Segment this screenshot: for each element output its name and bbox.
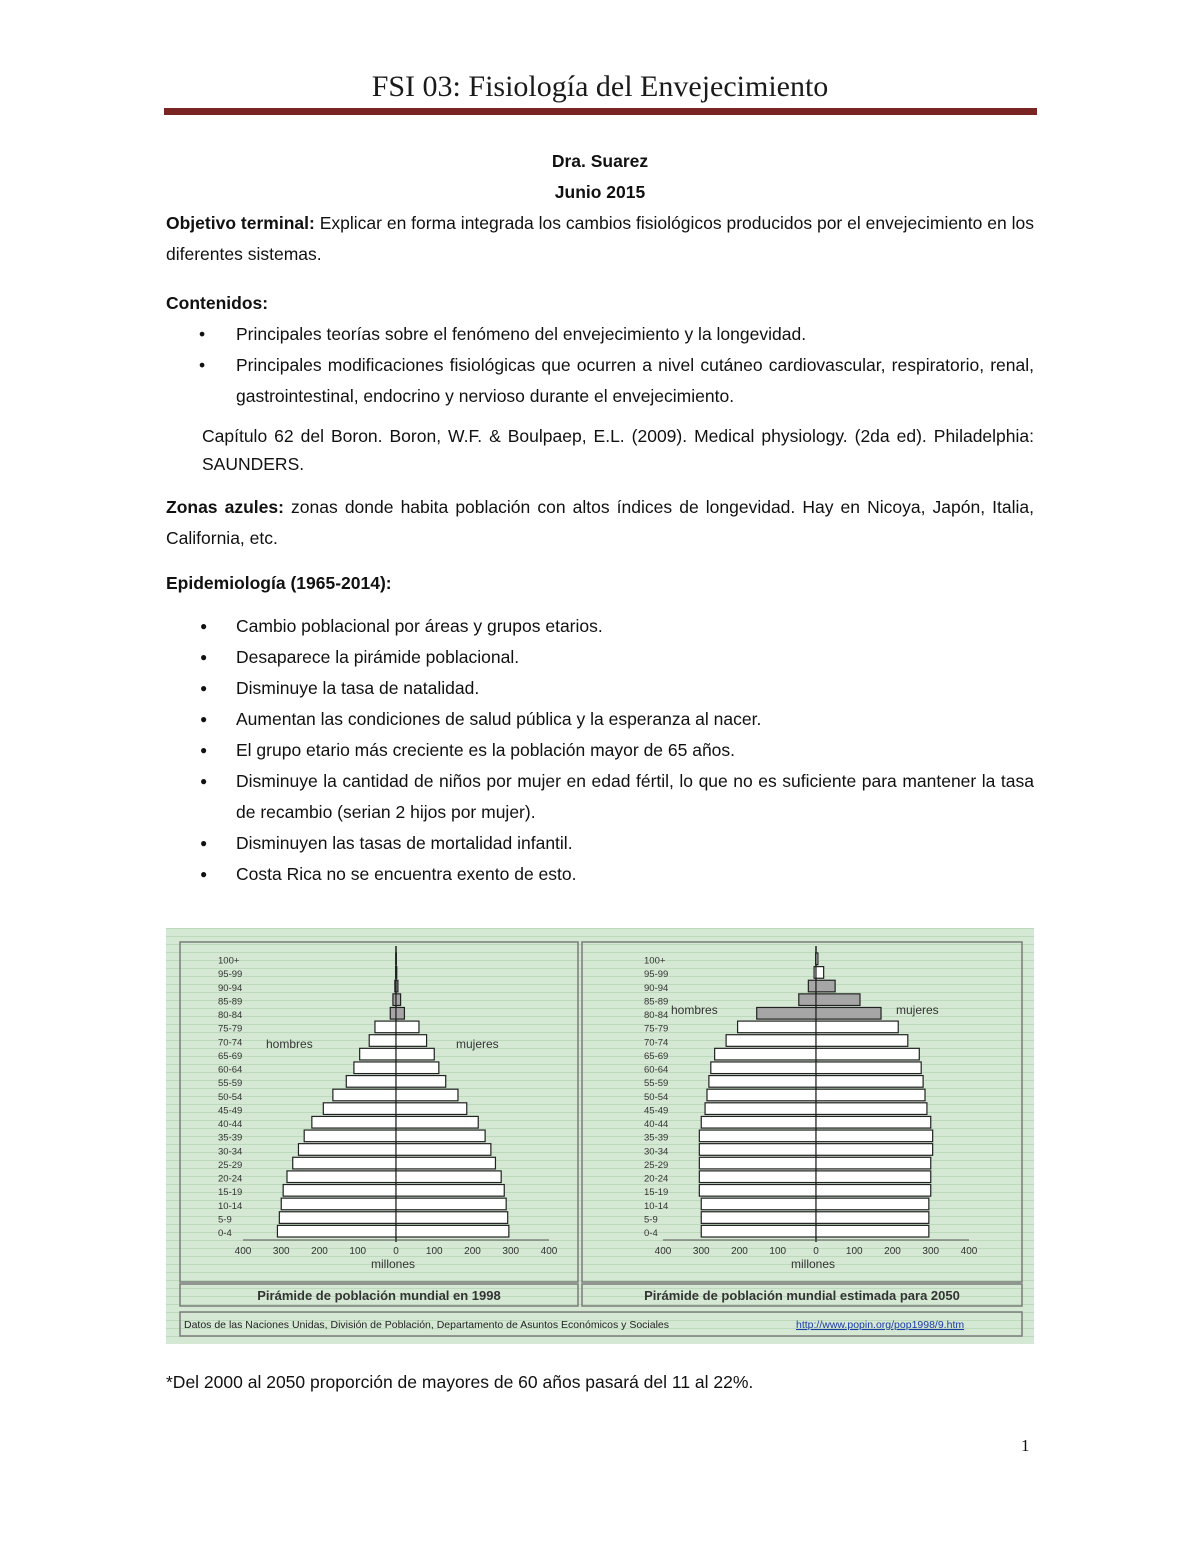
bar-mujeres [396, 967, 397, 979]
x-tick-label: 300 [502, 1246, 520, 1257]
age-tick-label: 90-94 [644, 982, 669, 994]
bar-hombres [726, 1035, 816, 1047]
objective-label: Objetivo terminal: [166, 213, 315, 233]
bar-mujeres [396, 994, 401, 1006]
age-tick-label: 10-14 [218, 1200, 243, 1212]
legend-mujeres: mujeres [456, 1037, 499, 1051]
age-tick-label: 70-74 [218, 1037, 243, 1049]
age-tick-label: 50-54 [644, 1091, 669, 1103]
age-tick-label: 15-19 [644, 1187, 669, 1199]
bar-mujeres [816, 967, 824, 979]
x-tick-label: 400 [960, 1246, 978, 1257]
bar-hombres [699, 1185, 816, 1197]
x-tick-label: 100 [349, 1246, 367, 1257]
x-tick-label: 200 [731, 1246, 748, 1257]
list-item: • Principales modificaciones fisiológicas que ocurren a nivel cutáneo cardiovascular, respiratorio, renal, gastrointestinal, endocrino y nervioso durante el envejecimiento. [166, 350, 1034, 412]
source-link[interactable]: http://www.popin.org/pop1998/9.htm [796, 1319, 965, 1331]
bar-mujeres [396, 1089, 458, 1101]
population-pyramids-svg [166, 928, 1034, 1344]
bar-mujeres [816, 953, 818, 965]
age-tick-label: 80-84 [644, 1010, 669, 1022]
x-tick-label: 400 [540, 1246, 558, 1257]
bar-mujeres [396, 1021, 419, 1033]
bar-hombres [738, 1021, 816, 1033]
x-tick-label: 300 [922, 1246, 940, 1257]
figure-source: Datos de las Naciones Unidas, División de Población, Departamento de Asuntos Económicos y Sociales [184, 1319, 670, 1331]
bar-mujeres [816, 1185, 931, 1197]
x-axis-label: millones [371, 1257, 416, 1271]
bar-mujeres [396, 1076, 446, 1088]
x-tick-label: 200 [884, 1246, 901, 1257]
bar-mujeres [396, 1171, 501, 1183]
x-axis-label: millones [791, 1257, 836, 1271]
x-tick-label: 400 [654, 1246, 672, 1257]
x-tick-label: 300 [272, 1246, 290, 1257]
contents-heading: Contenidos: [166, 293, 269, 313]
age-tick-label: 20-24 [644, 1173, 669, 1185]
x-tick-label: 100 [425, 1246, 443, 1257]
epidemiology-heading: Epidemiología (1965-2014): [166, 573, 392, 593]
age-tick-label: 25-29 [218, 1159, 243, 1171]
bar-hombres [701, 1198, 816, 1210]
bar-mujeres [816, 1116, 931, 1128]
age-tick-label: 65-69 [218, 1050, 243, 1062]
bar-hombres [701, 1116, 816, 1128]
bar-hombres [701, 1212, 816, 1224]
bar-mujeres [396, 1103, 467, 1115]
age-tick-label: 100+ [218, 955, 240, 967]
bar-mujeres [816, 1198, 929, 1210]
header-rule [164, 108, 1037, 115]
objective-paragraph [166, 208, 1034, 270]
legend-hombres: hombres [266, 1037, 313, 1051]
age-tick-label: 60-64 [218, 1064, 243, 1076]
objective-text: Explicar en forma integrada los cambios fisiológicos producidos por el envejecimiento en los diferentes sistemas. [166, 213, 1035, 264]
age-tick-label: 95-99 [644, 969, 669, 981]
age-tick-label: 35-39 [218, 1132, 243, 1144]
x-tick-label: 100 [769, 1246, 787, 1257]
age-tick-label: 65-69 [644, 1050, 669, 1062]
list-item: ● Aumentan las condiciones de salud pública y la esperanza al nacer. [166, 704, 1034, 735]
bar-mujeres [816, 1212, 929, 1224]
document-body [166, 146, 1034, 890]
bar-mujeres [396, 1185, 504, 1197]
age-tick-label: 45-49 [218, 1105, 243, 1117]
bar-mujeres [396, 1007, 404, 1019]
blue-zones-paragraph [166, 492, 1034, 554]
legend-mujeres: mujeres [896, 1003, 939, 1017]
bar-mujeres [816, 1089, 925, 1101]
bar-mujeres [816, 1021, 898, 1033]
age-tick-label: 70-74 [644, 1037, 669, 1049]
bar-hombres [715, 1048, 816, 1060]
bar-mujeres [816, 1048, 919, 1060]
bar-hombres [709, 1076, 816, 1088]
epidemiology-list [166, 611, 1034, 890]
author: Dra. Suarez [551, 151, 649, 171]
age-tick-label: 35-39 [644, 1132, 669, 1144]
bar-mujeres [396, 1212, 508, 1224]
bar-hombres [375, 1021, 396, 1033]
bar-mujeres [816, 1130, 933, 1142]
age-tick-label: 10-14 [644, 1200, 669, 1212]
age-tick-label: 0-4 [644, 1228, 658, 1239]
bar-mujeres [396, 1035, 427, 1047]
bar-hombres [799, 994, 816, 1006]
age-tick-label: 45-49 [644, 1105, 669, 1117]
bar-mujeres [816, 1225, 929, 1237]
age-tick-label: 30-34 [218, 1146, 243, 1158]
blue-zones-text: zonas donde habita población con altos índices de longevidad. Hay en Nicoya, Japón, Italia, California, etc. [166, 497, 1034, 548]
bar-hombres [333, 1089, 396, 1101]
age-tick-label: 55-59 [218, 1078, 243, 1090]
age-tick-label: 40-44 [218, 1119, 243, 1131]
bar-hombres [369, 1035, 396, 1047]
bar-hombres [312, 1116, 396, 1128]
age-tick-label: 100+ [644, 955, 666, 967]
bar-mujeres [816, 1171, 931, 1183]
x-tick-label: 200 [311, 1246, 328, 1257]
footnote: *Del 2000 al 2050 proporción de mayores de 60 años pasará del 11 al 22%. [166, 1372, 754, 1392]
bar-hombres [360, 1048, 396, 1060]
age-tick-label: 60-64 [644, 1064, 669, 1076]
contents-list [166, 319, 1034, 412]
bar-mujeres [396, 1062, 439, 1074]
age-tick-label: 0-4 [218, 1228, 232, 1239]
bar-mujeres [396, 1198, 506, 1210]
bar-hombres [699, 1130, 816, 1142]
bar-hombres [298, 1144, 396, 1156]
bar-hombres [287, 1171, 396, 1183]
x-tick-label: 0 [393, 1246, 399, 1257]
x-tick-label: 300 [692, 1246, 710, 1257]
bar-mujeres [816, 1157, 931, 1169]
age-tick-label: 85-89 [644, 996, 669, 1008]
list-item: ● Cambio poblacional por áreas y grupos etarios. [166, 611, 1034, 642]
bar-mujeres [816, 1035, 908, 1047]
age-tick-label: 25-29 [644, 1159, 669, 1171]
chart-title-1998: Pirámide de población mundial en 1998 [257, 1288, 501, 1303]
age-tick-label: 55-59 [644, 1078, 669, 1090]
x-tick-label: 400 [234, 1246, 252, 1257]
bar-mujeres [816, 1007, 881, 1019]
bar-hombres [699, 1144, 816, 1156]
age-tick-label: 20-24 [218, 1173, 243, 1185]
list-item: ● Disminuyen las tasas de mortalidad infantil. [166, 828, 1034, 859]
bar-mujeres [396, 1225, 509, 1237]
bar-mujeres [396, 1130, 485, 1142]
bar-hombres [277, 1225, 396, 1237]
age-tick-label: 85-89 [218, 996, 243, 1008]
list-item: ● El grupo etario más creciente es la población mayor de 65 años. [166, 735, 1034, 766]
bar-mujeres [816, 1103, 927, 1115]
bar-hombres [346, 1076, 396, 1088]
bar-mujeres [396, 1116, 478, 1128]
x-tick-label: 100 [845, 1246, 863, 1257]
age-tick-label: 50-54 [218, 1091, 243, 1103]
bar-hombres [808, 980, 816, 992]
x-tick-label: 200 [464, 1246, 481, 1257]
bar-hombres [711, 1062, 816, 1074]
bar-mujeres [396, 980, 398, 992]
age-tick-label: 75-79 [644, 1023, 669, 1035]
page-number: 1 [1021, 1436, 1030, 1455]
chart-title-2050: Pirámide de población mundial estimada para 2050 [644, 1288, 960, 1303]
bar-mujeres [396, 1048, 434, 1060]
bar-hombres [323, 1103, 396, 1115]
age-tick-label: 75-79 [218, 1023, 243, 1035]
bar-hombres [701, 1225, 816, 1237]
document-title: FSI 03: Fisiología del Envejecimiento [371, 70, 829, 103]
bar-mujeres [816, 980, 835, 992]
bar-hombres [705, 1103, 816, 1115]
blue-zones-label: Zonas azules: [166, 497, 284, 517]
population-pyramids-figure [166, 928, 1034, 1344]
age-tick-label: 30-34 [644, 1146, 669, 1158]
age-tick-label: 90-94 [218, 982, 243, 994]
age-tick-label: 5-9 [644, 1214, 658, 1226]
reference: Capítulo 62 del Boron. Boron, W.F. & Boulpaep, E.L. (2009). Medical physiology. (2da ed). Philadelphia: SAUNDERS. [202, 426, 1034, 474]
bar-mujeres [816, 1076, 923, 1088]
bar-mujeres [816, 1062, 921, 1074]
bar-hombres [390, 1007, 396, 1019]
bar-hombres [699, 1157, 816, 1169]
bar-mujeres [396, 1144, 491, 1156]
bar-hombres [757, 1007, 816, 1019]
bar-hombres [354, 1062, 396, 1074]
bar-mujeres [816, 1144, 933, 1156]
age-tick-label: 15-19 [218, 1187, 243, 1199]
legend-hombres: hombres [671, 1003, 718, 1017]
bar-mujeres [396, 1157, 495, 1169]
age-tick-label: 95-99 [218, 969, 243, 981]
age-tick-label: 80-84 [218, 1010, 243, 1022]
list-item: ● Costa Rica no se encuentra exento de esto. [166, 859, 1034, 890]
bar-hombres [707, 1089, 816, 1101]
x-tick-label: 0 [813, 1246, 819, 1257]
bar-hombres [293, 1157, 396, 1169]
bar-mujeres [816, 994, 860, 1006]
age-tick-label: 5-9 [218, 1214, 232, 1226]
bar-hombres [699, 1171, 816, 1183]
date: Junio 2015 [554, 182, 646, 202]
list-item: • Principales teorías sobre el fenómeno del envejecimiento y la longevidad. [166, 319, 1034, 350]
bar-hombres [304, 1130, 396, 1142]
list-item: ● Disminuye la cantidad de niños por mujer en edad fértil, lo que no es suficiente para mantener la tasa de recambio (serian 2 hijos por mujer). [166, 766, 1034, 828]
list-item: ● Disminuye la tasa de natalidad. [166, 673, 1034, 704]
list-item: ● Desaparece la pirámide poblacional. [166, 642, 1034, 673]
bar-hombres [279, 1212, 396, 1224]
bar-hombres [283, 1185, 396, 1197]
bar-hombres [281, 1198, 396, 1210]
age-tick-label: 40-44 [644, 1119, 669, 1131]
